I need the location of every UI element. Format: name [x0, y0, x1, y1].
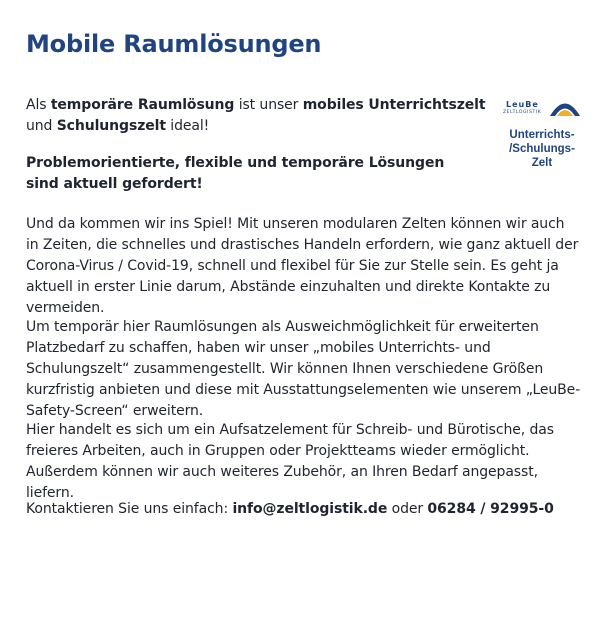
logo-brand-sub: ZELTLOGISTIK [503, 110, 542, 115]
page-title: Mobile Raumlösungen [26, 30, 322, 58]
intro-bold-1: temporäre Raumlösung [50, 97, 235, 113]
contact-paragraph [26, 499, 581, 520]
contact-email[interactable]: info@zeltlogistik.de [232, 501, 388, 517]
logo-line-1: Unterrichts- [509, 129, 575, 141]
contact-phone[interactable]: 06284 / 92995-0 [427, 501, 554, 517]
intro-text-3: und [26, 118, 57, 134]
logo-brand: LeuBe [506, 100, 539, 109]
headline-paragraph: Problemorientierte, flexible und temporäre Lösungen sind aktuell gefordert! [26, 155, 445, 192]
body-paragraph-2: Um temporär hier Raumlösungen als Ausweichmöglichkeit für erweiterten Platzbedarf zu schaffen, haben wir unser „mobiles Unterrichts- und Schulungszelt“ zusammengestellt. Wir können Ihnen verschiedene Größen kurzfristig anbieten und diese mit Ausstattungselementen wie unserem „LeuBe-Safety-Screen“ erweitern. [26, 319, 581, 419]
contact-prefix: Kontaktieren Sie uns einfach: [26, 501, 233, 517]
intro-text-2: ist unser [234, 97, 303, 113]
body-paragraph-1: Und da kommen wir ins Spiel! Mit unseren modularen Zelten können wir auch in Zeiten, die schnelles und drastisches Handeln erfordern, wie ganz aktuell der Corona-Virus / Covid-19, schnell und flexibel für Sie zur Stelle sein. Es geht ja aktuell in erster Linie darum, Abstände einzuhalten und direkte Kontakte zu vermeiden. [26, 216, 579, 316]
logo-line-2: /Schulungs- [509, 143, 575, 155]
contact-middle: oder [387, 501, 428, 517]
intro-paragraph [26, 95, 496, 137]
intro-bold-3: Schulungszelt [56, 118, 166, 134]
intro-text-1: Als [26, 97, 51, 113]
logo-line-3: Zelt [531, 157, 553, 169]
body-paragraph-3: Hier handelt es sich um ein Aufsatzelement für Schreib- und Bürotische, das freieres Arbeiten, auch in Gruppen oder Projektteams wieder ermöglicht. Außerdem können wir auch weiteres Zubehör, an Ihren Bedarf angepasst, liefern. [26, 422, 554, 501]
intro-text-4: ideal! [165, 118, 210, 134]
leube-logo [500, 96, 584, 178]
tent-icon [548, 97, 582, 117]
intro-bold-2: mobiles Unterrichtszelt [302, 97, 486, 113]
